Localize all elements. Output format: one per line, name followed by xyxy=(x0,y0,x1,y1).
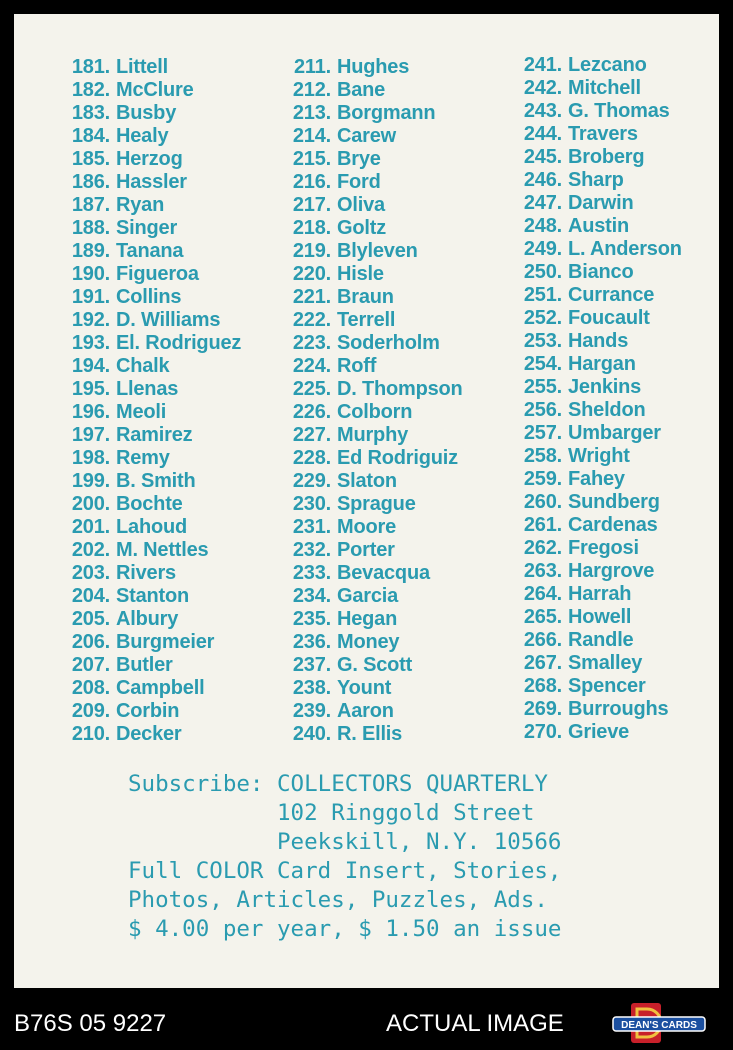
subscription-line: 102 Ringgold Street xyxy=(128,800,535,826)
checklist-entry: 265. Howell xyxy=(523,606,632,628)
checklist-entry: 183. Busby xyxy=(71,102,177,124)
checklist-entry: 243. G. Thomas xyxy=(523,100,670,122)
checklist-entry: 235. Hegan xyxy=(292,608,398,630)
checklist-entry: 222. Terrell xyxy=(292,309,396,331)
checklist-entry: 250. Bianco xyxy=(523,261,634,283)
checklist-entry: 184. Healy xyxy=(71,125,169,147)
checklist-entry: 232. Porter xyxy=(292,539,395,561)
checklist-entry: 261. Cardenas xyxy=(523,514,658,536)
checklist-entry: 227. Murphy xyxy=(292,424,409,446)
checklist-entry: 190. Figueroa xyxy=(71,263,199,285)
checklist-entry: 210. Decker xyxy=(71,723,182,745)
checklist-entry: 237. G. Scott xyxy=(292,654,413,676)
subscription-line: Peekskill, N.Y. 10566 xyxy=(128,829,562,855)
checklist-entry: 216. Ford xyxy=(292,171,381,193)
checklist-entry: 262. Fregosi xyxy=(523,537,639,559)
checklist-entry: 186. Hassler xyxy=(71,171,187,193)
deans-cards-logo xyxy=(611,1001,707,1045)
checklist-entry: 234. Garcia xyxy=(292,585,399,607)
checklist-entry: 248. Austin xyxy=(523,215,630,237)
checklist-column-2 xyxy=(279,56,463,746)
checklist-entry: 266. Randle xyxy=(523,629,634,651)
checklist-entry: 219. Blyleven xyxy=(292,240,418,262)
checklist-entry: 191. Collins xyxy=(71,286,182,308)
checklist-entry: 258. Wright xyxy=(523,445,630,467)
checklist-entry: 242. Mitchell xyxy=(523,77,641,99)
checklist-entry: 212. Bane xyxy=(292,79,386,101)
checklist-entry: 260. Sundberg xyxy=(523,491,660,513)
checklist-entry: 226. Colborn xyxy=(292,401,413,423)
checklist-entry: 202. M. Nettles xyxy=(71,539,209,561)
logo-text: DEAN'S CARDS xyxy=(621,1020,697,1031)
checklist-entry: 181. Littell xyxy=(71,56,168,78)
subscription-line: Subscribe: COLLECTORS QUARTERLY xyxy=(128,771,548,797)
checklist-entry: 256. Sheldon xyxy=(523,399,646,421)
checklist-entry: 228. Ed Rodriguiz xyxy=(292,447,458,469)
checklist-entry: 263. Hargrove xyxy=(523,560,655,582)
checklist-entry: 253. Hands xyxy=(523,330,629,352)
checklist-entry: 229. Slaton xyxy=(292,470,397,492)
checklist-entry: 252. Foucault xyxy=(523,307,650,329)
checklist-entry: 187. Ryan xyxy=(71,194,165,216)
checklist-entry: 223. Soderholm xyxy=(292,332,440,354)
checklist-entry: 199. B. Smith xyxy=(71,470,196,492)
checklist-entry: 240. R. Ellis xyxy=(292,723,403,745)
checklist-entry: 238. Yount xyxy=(292,677,392,699)
checklist-entry: 192. D. Williams xyxy=(71,309,221,331)
checklist-entry: 246. Sharp xyxy=(523,169,624,191)
checklist-entry: 185. Herzog xyxy=(71,148,183,170)
checklist-entry: 247. Darwin xyxy=(523,192,634,214)
checklist-entry: 224. Roff xyxy=(292,355,377,377)
checklist-entry: 206. Burgmeier xyxy=(71,631,215,653)
checklist-entry: 208. Campbell xyxy=(71,677,205,699)
checklist-entry: 225. D. Thompson xyxy=(292,378,463,400)
checklist-entry: 239. Aaron xyxy=(292,700,394,722)
subscription-line: $ 4.00 per year, $ 1.50 an issue xyxy=(128,916,562,942)
checklist-entry: 205. Albury xyxy=(71,608,179,630)
checklist-entry: 264. Harrah xyxy=(523,583,632,605)
checklist-entry: 259. Fahey xyxy=(523,468,625,490)
checklist-entry: 231. Moore xyxy=(292,516,397,538)
checklist-entry: 195. Llenas xyxy=(71,378,179,400)
checklist-entry: 197. Ramirez xyxy=(71,424,193,446)
checklist-entry: 211. Hughes xyxy=(293,56,410,78)
checklist-entry: 194. Chalk xyxy=(71,355,170,377)
subscription-line: Full COLOR Card Insert, Stories, xyxy=(128,858,562,884)
checklist-entry: 241. Lezcano xyxy=(523,54,647,76)
checklist-entry: 198. Remy xyxy=(71,447,170,469)
checklist-entry: 251. Currance xyxy=(523,284,655,306)
checklist-entry: 245. Broberg xyxy=(523,146,645,168)
checklist-entry: 230. Sprague xyxy=(292,493,416,515)
subscription-block xyxy=(128,770,561,944)
checklist-entry: 215. Brye xyxy=(292,148,381,170)
checklist-entry: 204. Stanton xyxy=(71,585,190,607)
actual-image-label: ACTUAL IMAGE xyxy=(386,1010,564,1037)
checklist-entry: 193. El. Rodriguez xyxy=(71,332,242,354)
checklist-entry: 244. Travers xyxy=(523,123,638,145)
checklist-entry: 220. Hisle xyxy=(292,263,384,285)
checklist-entry: 267. Smalley xyxy=(523,652,643,674)
checklist-column-1 xyxy=(58,56,241,746)
cert-number: B76S 05 9227 xyxy=(14,1010,167,1037)
checklist-entry: 255. Jenkins xyxy=(523,376,642,398)
checklist-entry: 203. Rivers xyxy=(71,562,176,584)
checklist-column-3 xyxy=(510,54,682,744)
checklist-entry: 196. Meoli xyxy=(71,401,167,423)
checklist-entry: 268. Spencer xyxy=(523,675,646,697)
checklist-entry: 188. Singer xyxy=(71,217,178,239)
checklist-entry: 214. Carew xyxy=(292,125,397,147)
checklist-entry: 217. Oliva xyxy=(292,194,385,216)
checklist-entry: 182. McClure xyxy=(71,79,194,101)
checklist-entry: 201. Lahoud xyxy=(71,516,188,538)
checklist-entry: 249. L. Anderson xyxy=(523,238,682,260)
checklist-entry: 200. Bochte xyxy=(71,493,183,515)
checklist-entry: 209. Corbin xyxy=(71,700,180,722)
checklist-entry: 189. Tanana xyxy=(71,240,184,262)
checklist-entry: 236. Money xyxy=(292,631,400,653)
checklist-entry: 213. Borgmann xyxy=(292,102,436,124)
checklist-entry: 218. Goltz xyxy=(292,217,386,239)
checklist-entry: 233. Bevacqua xyxy=(292,562,430,584)
checklist-entry: 270. Grieve xyxy=(523,721,630,743)
checklist-entry: 221. Braun xyxy=(292,286,394,308)
checklist-entry: 269. Burroughs xyxy=(523,698,669,720)
checklist-entry: 207. Butler xyxy=(71,654,173,676)
subscription-line: Photos, Articles, Puzzles, Ads. xyxy=(128,887,548,913)
checklist-entry: 257. Umbarger xyxy=(523,422,661,444)
checklist-entry: 254. Hargan xyxy=(523,353,636,375)
